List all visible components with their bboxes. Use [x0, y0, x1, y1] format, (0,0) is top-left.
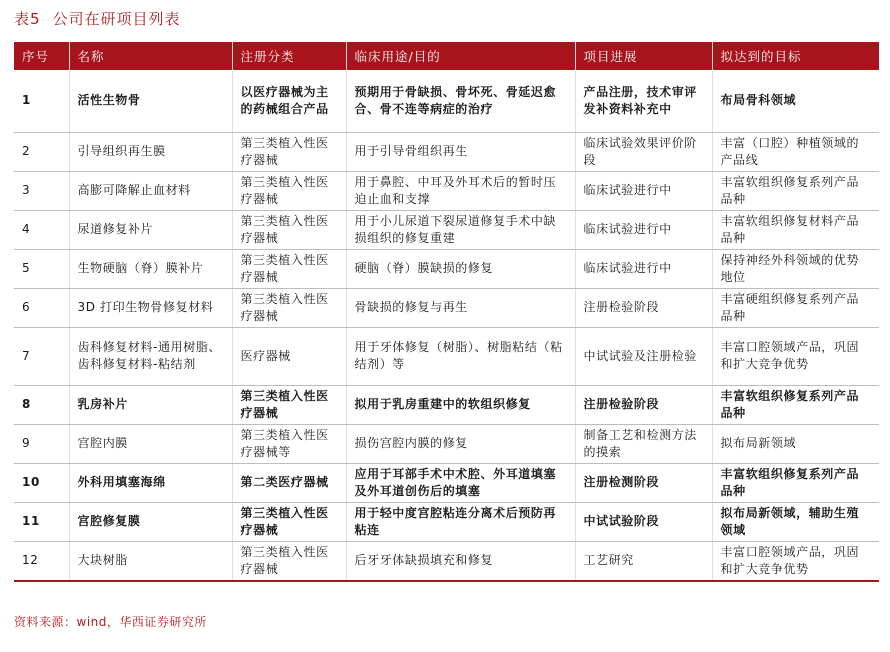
cell-registration: 第二类医疗器械: [232, 463, 346, 502]
table-row: [14, 385, 879, 424]
cell-registration: 第三类植入性医疗器械等: [232, 424, 346, 463]
cell-index: 11: [14, 502, 69, 541]
cell-purpose: 损伤宫腔内膜的修复: [346, 424, 575, 463]
cell-purpose: 骨缺损的修复与再生: [346, 288, 575, 327]
cell-goal: 丰富口腔领域产品，巩固和扩大竞争优势: [712, 327, 879, 385]
cell-name: 高膨可降解止血材料: [69, 171, 232, 210]
cell-progress: 注册检测阶段: [575, 463, 712, 502]
cell-goal: 丰富口腔领域产品，巩固和扩大竞争优势: [712, 541, 879, 581]
cell-purpose: 应用于耳部手术中术腔、外耳道填塞及外耳道创伤后的填塞: [346, 463, 575, 502]
cell-goal: 丰富（口腔）种植领域的产品线: [712, 132, 879, 171]
cell-name: 宫腔内膜: [69, 424, 232, 463]
cell-goal: 丰富硬组织修复系列产品品种: [712, 288, 879, 327]
cell-registration: 第三类植入性医疗器械: [232, 249, 346, 288]
cell-goal: 拟布局新领域，辅助生殖领域: [712, 502, 879, 541]
cell-goal: 丰富软组织修复材料产品品种: [712, 210, 879, 249]
cell-goal: 丰富软组织修复系列产品品种: [712, 171, 879, 210]
cell-goal: 丰富软组织修复系列产品品种: [712, 463, 879, 502]
cell-purpose: 用于引导骨组织再生: [346, 132, 575, 171]
cell-goal: 丰富软组织修复系列产品品种: [712, 385, 879, 424]
cell-progress: 临床试验进行中: [575, 249, 712, 288]
source-note: 资料来源：wind，华西证券研究所: [14, 615, 207, 629]
cell-purpose: 用于小儿尿道下裂尿道修复手术中缺损组织的修复重建: [346, 210, 575, 249]
cell-purpose: 硬脑（脊）膜缺损的修复: [346, 249, 575, 288]
cell-purpose: 用于牙体修复（树脂）、树脂粘结（粘结剂）等: [346, 327, 575, 385]
cell-registration: 第三类植入性医疗器械: [232, 132, 346, 171]
cell-name: 乳房补片: [69, 385, 232, 424]
cell-index: 9: [14, 424, 69, 463]
header-purpose: 临床用途/目的: [346, 42, 575, 70]
cell-progress: 临床试验效果评价阶段: [575, 132, 712, 171]
table-row: [14, 424, 879, 463]
table-row: [14, 249, 879, 288]
cell-purpose: 拟用于乳房重建中的软组织修复: [346, 385, 575, 424]
cell-index: 7: [14, 327, 69, 385]
table-number: 表5: [14, 10, 41, 28]
cell-registration: 第三类植入性医疗器械: [232, 385, 346, 424]
header-goal: 拟达到的目标: [712, 42, 879, 70]
cell-name: 3D 打印生物骨修复材料: [69, 288, 232, 327]
table-row: [14, 132, 879, 171]
table-title-text: 公司在研项目列表: [52, 10, 181, 28]
cell-goal: 保持神经外科领域的优势地位: [712, 249, 879, 288]
cell-purpose: 预期用于骨缺损、骨坏死、骨延迟愈合、骨不连等病症的治疗: [346, 70, 575, 132]
cell-index: 8: [14, 385, 69, 424]
cell-progress: 注册检验阶段: [575, 385, 712, 424]
cell-registration: 第三类植入性医疗器械: [232, 502, 346, 541]
cell-index: 2: [14, 132, 69, 171]
cell-index: 10: [14, 463, 69, 502]
table-body: [14, 70, 879, 581]
table-title: [14, 8, 181, 29]
cell-index: 4: [14, 210, 69, 249]
cell-progress: 工艺研究: [575, 541, 712, 581]
cell-index: 12: [14, 541, 69, 581]
header-progress: 项目进展: [575, 42, 712, 70]
cell-registration: 以医疗器械为主的药械组合产品: [232, 70, 346, 132]
cell-name: 齿科修复材料-通用树脂、齿科修复材料-粘结剂: [69, 327, 232, 385]
cell-name: 引导组织再生膜: [69, 132, 232, 171]
table-row: [14, 463, 879, 502]
cell-registration: 第三类植入性医疗器械: [232, 288, 346, 327]
table-row: [14, 70, 879, 132]
cell-index: 6: [14, 288, 69, 327]
cell-purpose: 用于鼻腔、中耳及外耳术后的暂时压迫止血和支撑: [346, 171, 575, 210]
table-header-row: [14, 42, 879, 70]
cell-purpose: 用于轻中度宫腔粘连分离术后预防再粘连: [346, 502, 575, 541]
cell-name: 外科用填塞海绵: [69, 463, 232, 502]
cell-name: 生物硬脑（脊）膜补片: [69, 249, 232, 288]
cell-registration: 医疗器械: [232, 327, 346, 385]
cell-name: 大块树脂: [69, 541, 232, 581]
cell-progress: 中试试验阶段: [575, 502, 712, 541]
cell-name: 尿道修复补片: [69, 210, 232, 249]
cell-goal: 拟布局新领域: [712, 424, 879, 463]
header-index: 序号: [14, 42, 69, 70]
header-name: 名称: [69, 42, 232, 70]
cell-goal: 布局骨科领域: [712, 70, 879, 132]
cell-name: 宫腔修复膜: [69, 502, 232, 541]
table-row: [14, 210, 879, 249]
cell-progress: 产品注册，技术审评发补资料补充中: [575, 70, 712, 132]
cell-registration: 第三类植入性医疗器械: [232, 171, 346, 210]
table-row: [14, 171, 879, 210]
table-row: [14, 288, 879, 327]
table-row: [14, 541, 879, 581]
cell-progress: 制备工艺和检测方法的摸索: [575, 424, 712, 463]
table-row: [14, 327, 879, 385]
cell-index: 3: [14, 171, 69, 210]
cell-registration: 第三类植入性医疗器械: [232, 210, 346, 249]
cell-progress: 临床试验进行中: [575, 171, 712, 210]
cell-name: 活性生物骨: [69, 70, 232, 132]
cell-index: 5: [14, 249, 69, 288]
header-registration: 注册分类: [232, 42, 346, 70]
cell-progress: 临床试验进行中: [575, 210, 712, 249]
projects-table: [14, 42, 879, 582]
cell-progress: 中试试验及注册检验: [575, 327, 712, 385]
cell-index: 1: [14, 70, 69, 132]
cell-registration: 第三类植入性医疗器械: [232, 541, 346, 581]
cell-purpose: 后牙牙体缺损填充和修复: [346, 541, 575, 581]
cell-progress: 注册检验阶段: [575, 288, 712, 327]
table-row: [14, 502, 879, 541]
